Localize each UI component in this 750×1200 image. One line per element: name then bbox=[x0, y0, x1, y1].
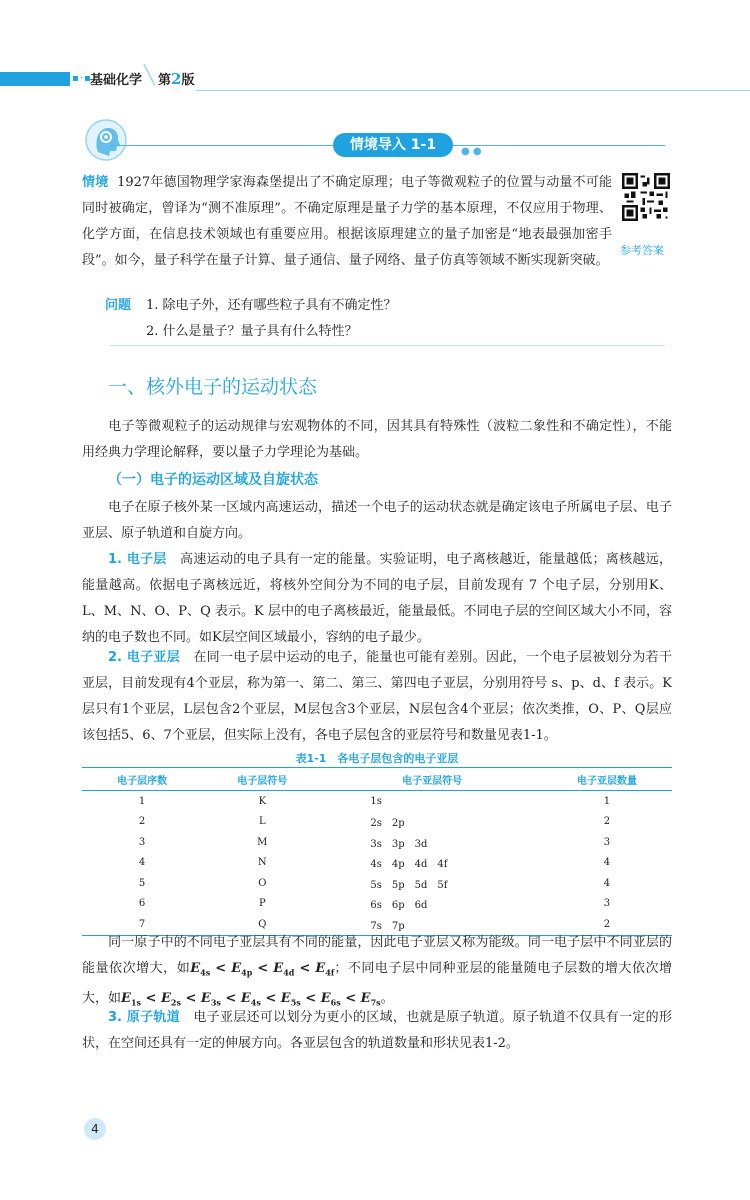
subsection-title: （一）电子的运动区域及自旋状态 bbox=[108, 472, 318, 488]
paragraph-shells bbox=[82, 547, 672, 651]
subshells-label: 2. 电子亚层 bbox=[108, 650, 181, 665]
table-header-row bbox=[82, 768, 672, 791]
table-row bbox=[82, 832, 672, 853]
context-label: 情境 bbox=[82, 175, 109, 190]
table-cell: 7 bbox=[82, 914, 202, 935]
table-cell: 2 bbox=[542, 914, 672, 935]
header-dots-decoration: ▪·▪ bbox=[72, 73, 92, 84]
table-cell: 4 bbox=[603, 857, 611, 869]
table-row bbox=[82, 812, 672, 833]
paragraph-motion-text: 电子在原子核外某一区域内高速运动，描述一个电子的运动状态就是确定该电子所属电子层、电子亚层、原子轨道和自旋方向。 bbox=[82, 500, 672, 541]
table-cell: 1s bbox=[370, 795, 382, 807]
header-slash-decoration: ╲ bbox=[144, 65, 155, 86]
table-row bbox=[82, 791, 672, 812]
table-row bbox=[82, 894, 672, 915]
qr-code-icon[interactable] bbox=[622, 173, 670, 221]
table-header-cell: 电子亚层数量 bbox=[542, 768, 672, 791]
table-cell: 7s 7p bbox=[322, 914, 542, 935]
paragraph-orbitals-text: 电子亚层还可以划分为更小的区域，也就是原子轨道。原子轨道不仅具有一定的形状，在空间还具有一定的伸展方向。各亚层包含的轨道数量和形状见表1-2。 bbox=[82, 1010, 672, 1051]
table-cell: 3s 3p 3d bbox=[370, 838, 428, 850]
paragraph-shells-text: 高速运动的电子具有一定的能量。实验证明，电子离核越近，能量越低；离核越远，能量越高。依据电子离核远近，将核外空间分为不同的电子层，目前发现有 7 个电子层，分别用K、L、M、N、O、P、Q 表示。K 层中的电子离核最近，能量最低。不同电子层的空间区域大小不同，容纳的电子数也不同。如K层空间区域最小，容纳的电子最少。 bbox=[82, 552, 672, 645]
badge-dots-decoration: ● ● bbox=[461, 146, 482, 157]
table-cell: 6 bbox=[138, 898, 146, 910]
paragraph-subshells bbox=[82, 645, 672, 749]
energy-formula-across-shells: $E_{1s} < E_{2s} < E_{3s} < E_{4s} < E_{5s} < E_{6s} < E_{7s}$ bbox=[121, 990, 381, 1008]
section-title: 一、核外电子的运动状态 bbox=[108, 376, 318, 398]
edition-label: 第2版 bbox=[158, 70, 195, 88]
table-cell: M bbox=[257, 836, 268, 848]
table-row bbox=[82, 853, 672, 874]
table-cell: O bbox=[258, 877, 267, 889]
table-header-cell: 电子亚层符号 bbox=[322, 768, 542, 791]
header-accent-bar bbox=[0, 72, 70, 86]
table-cell: 1 bbox=[603, 795, 611, 807]
table-cell: 4 bbox=[603, 877, 611, 889]
table-cell: 3 bbox=[603, 898, 611, 910]
book-title: 基础化学 bbox=[90, 73, 143, 88]
table-cell: 2 bbox=[138, 816, 146, 828]
paragraph-energy-levels bbox=[82, 930, 672, 1015]
question-label: 问题 bbox=[105, 298, 132, 313]
table-cell: K bbox=[258, 795, 267, 807]
table-cell: L bbox=[258, 816, 266, 828]
paragraph-intro bbox=[82, 414, 672, 466]
energy-text-c: 。 bbox=[380, 990, 394, 1006]
page-number: 4 bbox=[84, 1118, 106, 1140]
table-cell: 2s 2p bbox=[370, 818, 405, 830]
qr-caption: 参考答案 bbox=[620, 244, 664, 257]
table-cell: N bbox=[257, 857, 267, 869]
energy-text-b: ；不同电子层中同种亚层的能量随电子层数的增大依次增大，如 bbox=[82, 961, 672, 1006]
energy-formula-same-shell: $E_{4s} < E_{4p} < E_{4d} < E_{4f}$ bbox=[190, 961, 335, 978]
context-text: 1927年德国物理学家海森堡提出了不确定原理；电子等微观粒子的位置与动量不可能同时被确定，曾译为“测不准原理”。不确定原理是量子力学的基本原理，不仅应用于物理、化学方面，在信息技术领域也有重要应用。根据该原理建立的量子加密是“地表最强加密手段”。如今，量子科学在量子计算、量子通信、量子网络、量子仿真等领域不断实现新突破。 bbox=[82, 175, 612, 268]
table-cell: 3 bbox=[138, 836, 146, 848]
table-cell: 5s 5p 5d 5f bbox=[370, 879, 448, 891]
scenario-badge: 情境导入 1-1 bbox=[333, 133, 453, 157]
table-cell: 4 bbox=[138, 857, 146, 869]
table-cell: 4s 4p 4d 4f bbox=[370, 859, 448, 871]
table-cell: 5 bbox=[138, 877, 146, 889]
table-header-cell: 电子层序数 bbox=[82, 768, 202, 791]
table-header-cell: 电子层符号 bbox=[202, 768, 322, 791]
table-row bbox=[82, 873, 672, 894]
table-cell: Q bbox=[202, 914, 322, 935]
question-2: 2. 什么是量子？量子具有什么特性？ bbox=[146, 324, 358, 339]
running-header bbox=[0, 60, 750, 100]
header-rule bbox=[196, 90, 750, 91]
paragraph-subshells-text: 在同一电子层中运动的电子，能量也可能有差别。因此，一个电子层被划分为若干亚层，目前发现有4个亚层，称为第一、第二、第三、第四电子亚层，分别用符号 s、p、d、f 表示。K层只有1个亚层，L层包含2个亚层，M层包含3个亚层，N层包含4个亚层；依次类推，O、P、Q层应该包括5、6、7个亚层，但实际上没有，各电子层包含的亚层符号和数量见表1-1。 bbox=[82, 650, 672, 743]
paragraph-intro-text: 电子等微观粒子的运动规律与宏观物体的不同，因其具有特殊性（波粒二象性和不确定性），不能用经典力学理论解释，要以量子力学理论为基础。 bbox=[82, 419, 672, 460]
scenario-context-paragraph bbox=[82, 170, 612, 274]
table-cell: 2 bbox=[603, 816, 611, 828]
orbitals-label: 3. 原子轨道 bbox=[108, 1010, 181, 1025]
table-caption: 表1-1 各电子层包含的电子亚层 bbox=[295, 752, 459, 765]
shells-label: 1. 电子层 bbox=[108, 552, 167, 567]
paragraph-motion bbox=[82, 495, 672, 547]
scenario-box-bottom-rule bbox=[110, 345, 665, 346]
table-cell: 6s 6p 6d bbox=[370, 900, 428, 912]
paragraph-orbitals bbox=[82, 1005, 672, 1057]
table-cell: P bbox=[258, 898, 266, 910]
head-profile-icon bbox=[84, 118, 128, 162]
table-cell: 1 bbox=[138, 795, 146, 807]
question-1: 1. 除电子外，还有哪些粒子具有不确定性？ bbox=[146, 298, 397, 313]
table-cell: 3 bbox=[603, 836, 611, 848]
edition-number: 2 bbox=[171, 70, 182, 88]
subshell-table bbox=[82, 767, 672, 936]
energy-text-a: 同一原子中的不同电子亚层具有不同的能量，因此电子亚层又称为能级。同一电子层中不同亚层的能量依次增大，如 bbox=[82, 935, 672, 976]
